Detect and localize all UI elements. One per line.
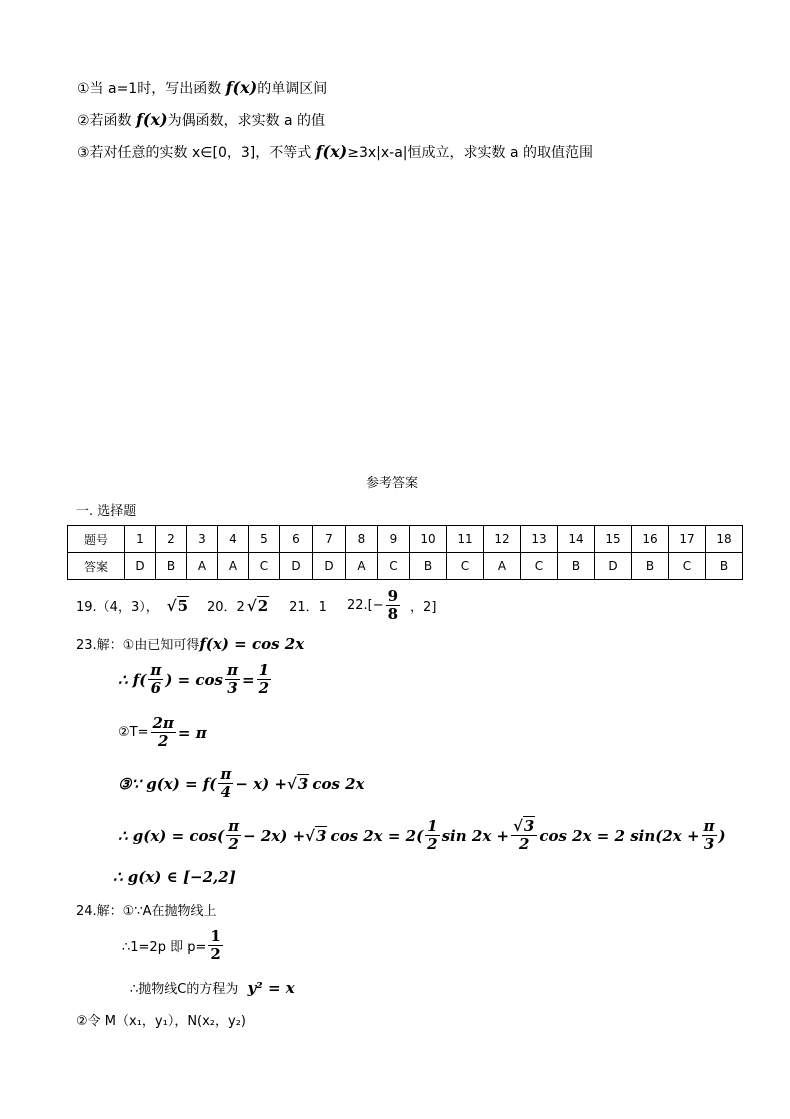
table-cell: A (218, 553, 249, 580)
solution-24-line-4: ②令 M（x₁，y₁），N(x₂，y₂) (76, 1014, 246, 1029)
table-cell: 5 (249, 526, 280, 553)
table-cell: 17 (669, 526, 706, 553)
answer-22: 22.[− (346, 598, 384, 614)
answer-22-fraction: $\frac{9}{8}$ (387, 587, 399, 624)
answer-19: 19.（4，3）， (76, 600, 159, 616)
table-cell: 16 (632, 526, 669, 553)
answer-20: 20．2 (207, 600, 245, 616)
section-choice-title: 一. 选择题 (76, 504, 137, 519)
table-cell: 6 (280, 526, 313, 553)
solution-23-intro: 23.解：①由已知可得 (76, 638, 200, 653)
table-cell: D (280, 553, 313, 580)
question-3-tail: ≥3x|x-a|恒成立，求实数 a 的取值范围 (347, 145, 593, 161)
table-cell: C (669, 553, 706, 580)
table-cell: 13 (521, 526, 558, 553)
question-1-tail: 的单调区间 (257, 81, 328, 97)
table-cell: B (632, 553, 669, 580)
solution-23-line-3: ②T= $\frac{2\pi}{2}$ = π (118, 714, 207, 751)
table-cell: C (447, 553, 484, 580)
answer-20-root: √2 (246, 596, 269, 615)
solution-23-line-2: ∴ f( $\frac{\pi}{6}$ ) = cos $\frac{\pi}{3}$ = $\frac{1}{2}$ (118, 661, 270, 698)
table-cell: 8 (346, 526, 378, 553)
answer-19-root: √5 (166, 596, 189, 615)
answer-21: 21．1 (289, 600, 327, 616)
table-cell: 11 (447, 526, 484, 553)
question-3-function: f(x) (315, 142, 348, 161)
table-cell: 4 (218, 526, 249, 553)
table-cell: A (346, 553, 378, 580)
answer-table (67, 525, 743, 580)
table-cell: 9 (378, 526, 410, 553)
solution-24-line-2: ∴1=2p 即 p= $\frac{1}{2}$ (122, 927, 221, 964)
table-cell: B (706, 553, 743, 580)
solution-23-line-1 (76, 634, 304, 653)
question-2-function: f(x) (136, 110, 168, 129)
table-cell: 1 (125, 526, 156, 553)
table-cell: B (558, 553, 595, 580)
question-3-text: ③若对任意的实数 x∈[0，3]，不等式 (77, 145, 316, 161)
table-cell: 7 (313, 526, 346, 553)
table-header-number: 题号 (68, 526, 125, 553)
table-cell: 2 (156, 526, 187, 553)
table-cell: D (595, 553, 632, 580)
solution-24-line-3: ∴抛物线C的方程为 y² = x (130, 979, 295, 997)
solution-23-formula: f(x) = cos 2x (199, 635, 305, 653)
question-2-tail: 为偶函数，求实数 a 的值 (167, 113, 326, 129)
table-cell: 3 (187, 526, 218, 553)
table-cell: 18 (706, 526, 743, 553)
table-cell: D (125, 553, 156, 580)
table-cell: A (484, 553, 521, 580)
table-cell: 10 (410, 526, 447, 553)
table-cell: C (378, 553, 410, 580)
table-header-answer: 答案 (68, 553, 125, 580)
solution-23-line-4: ③∵ g(x) = f( $\frac{\pi}{4}$ − x) + √3 cos 2x (118, 765, 365, 802)
table-cell: 15 (595, 526, 632, 553)
table-cell: 14 (558, 526, 595, 553)
table-cell: C (249, 553, 280, 580)
table-cell: D (313, 553, 346, 580)
table-row-answers (68, 553, 743, 580)
question-2 (77, 110, 325, 130)
solution-23-line-6: ∴ g(x) ∈ [−2,2] (113, 868, 236, 886)
solution-23-line-5: ∴ g(x) = cos( $\frac{\pi}{2}$ − 2x) + √3 cos 2x = 2( $\frac{1}{2}$ sin 2x + $\frac{√3}{2}$ cos 2x = 2 sin(2x + $\frac{\pi}{3}$ ) (118, 817, 726, 854)
table-cell: B (156, 553, 187, 580)
question-1 (77, 78, 327, 98)
table-cell: C (521, 553, 558, 580)
question-1-text: ①当 a=1时，写出函数 (77, 81, 226, 97)
table-cell: 12 (484, 526, 521, 553)
table-row-numbers (68, 526, 743, 553)
table-cell: A (187, 553, 218, 580)
question-2-text: ②若函数 (77, 113, 137, 129)
table-cell: B (410, 553, 447, 580)
question-3 (77, 142, 593, 162)
fill-answers (76, 588, 436, 624)
answers-title: 参考答案 (366, 476, 419, 491)
answer-22-tail: ，2] (410, 600, 437, 616)
question-1-function: f(x) (225, 78, 258, 97)
solution-24-line-1: 24.解：①∵A在抛物线上 (76, 904, 217, 919)
